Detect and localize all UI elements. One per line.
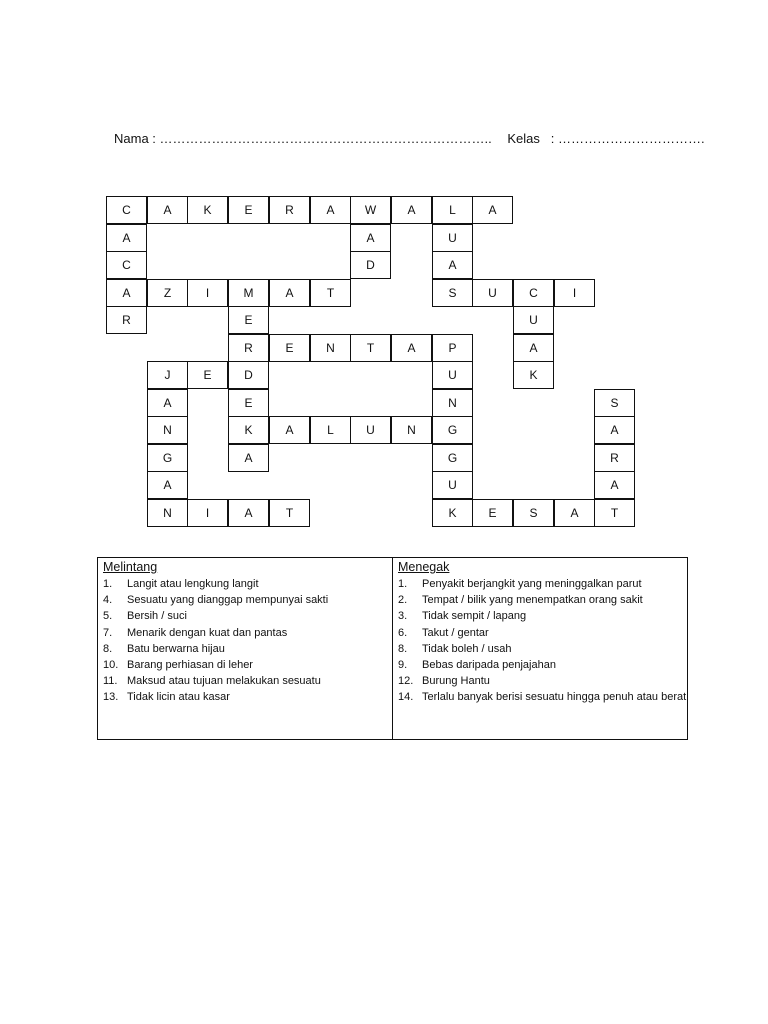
crossword-cell[interactable]: D: [350, 251, 391, 279]
clue-item: [398, 608, 687, 624]
crossword-cell[interactable]: K: [228, 416, 269, 444]
clue-text: Penyakit berjangkit yang meninggalkan parut: [422, 578, 642, 590]
clue-text: Tidak boleh / usah: [422, 642, 512, 655]
crossword-cell[interactable]: A: [391, 196, 432, 224]
crossword-cell[interactable]: E: [472, 499, 513, 527]
crossword-cell[interactable]: A: [310, 196, 351, 224]
crossword-cell[interactable]: A: [432, 251, 473, 279]
crossword-cell[interactable]: U: [513, 306, 554, 334]
kelas-separator: :: [550, 131, 555, 146]
crossword-cell[interactable]: A: [147, 471, 188, 499]
crossword-cell[interactable]: A: [106, 279, 147, 307]
clue-item: [103, 689, 392, 705]
down-title: Menegak: [398, 560, 450, 574]
across-list: [103, 576, 392, 706]
crossword-cell[interactable]: A: [147, 196, 188, 224]
clue-item: [398, 625, 687, 641]
crossword-cell[interactable]: T: [350, 334, 391, 362]
crossword-cell[interactable]: L: [432, 196, 473, 224]
crossword-cell[interactable]: M: [228, 279, 269, 307]
clue-number: 7.: [103, 626, 113, 639]
clue-text: Langit atau lengkung langit: [127, 578, 259, 590]
crossword-cell[interactable]: I: [187, 279, 228, 307]
crossword-cell[interactable]: A: [513, 334, 554, 362]
crossword-cell[interactable]: N: [310, 334, 351, 362]
clue-item: [103, 625, 392, 641]
crossword-cell[interactable]: A: [147, 389, 188, 417]
crossword-cell[interactable]: A: [391, 334, 432, 362]
clue-number: 6.: [398, 626, 408, 639]
clue-item: [398, 576, 687, 592]
crossword-cell[interactable]: D: [228, 361, 269, 389]
crossword-cell[interactable]: J: [147, 361, 188, 389]
clue-item: [398, 673, 687, 689]
crossword-cell[interactable]: A: [228, 444, 269, 472]
crossword-cell[interactable]: G: [147, 444, 188, 472]
crossword-cell[interactable]: W: [350, 196, 391, 224]
crossword-cell[interactable]: A: [350, 224, 391, 252]
crossword-cell[interactable]: A: [269, 416, 310, 444]
crossword-cell[interactable]: U: [432, 224, 473, 252]
clue-text: Batu berwarna hijau: [127, 642, 225, 655]
clue-number: 13.: [103, 691, 119, 704]
clue-item: [398, 641, 687, 657]
clue-number: 8.: [398, 642, 408, 655]
clue-number: 1.: [103, 578, 113, 590]
crossword-cell[interactable]: I: [187, 499, 228, 527]
clue-item: [398, 592, 687, 608]
clue-item: [103, 576, 392, 592]
kelas-blank[interactable]: …………………………….: [558, 131, 705, 146]
crossword-cell[interactable]: K: [513, 361, 554, 389]
crossword-cell[interactable]: N: [432, 389, 473, 417]
clue-text: Bersih / suci: [127, 610, 187, 623]
crossword-cell[interactable]: G: [432, 416, 473, 444]
clue-item: [398, 657, 687, 673]
clue-item: [103, 592, 392, 608]
crossword-cell[interactable]: U: [350, 416, 391, 444]
clue-number: 2.: [398, 594, 408, 607]
clues-table: [97, 557, 688, 740]
crossword-cell[interactable]: S: [432, 279, 473, 307]
crossword-cell[interactable]: K: [432, 499, 473, 527]
kelas-label: Kelas: [507, 131, 540, 146]
crossword-cell[interactable]: A: [106, 224, 147, 252]
clue-number: 1.: [398, 578, 408, 590]
clue-text: Maksud atau tujuan melakukan sesuatu: [127, 675, 321, 688]
clue-text: Sesuatu yang dianggap mempunyai sakti: [127, 594, 329, 607]
clue-number: 5.: [103, 610, 113, 623]
crossword-cell[interactable]: N: [147, 416, 188, 444]
crossword-cell[interactable]: S: [594, 389, 635, 417]
crossword-cell[interactable]: A: [554, 499, 595, 527]
crossword-cell[interactable]: S: [513, 499, 554, 527]
down-list: [398, 576, 687, 706]
clue-number: 14.: [398, 691, 414, 704]
clue-text: Terlalu banyak berisi sesuatu hingga penuh atau berat: [422, 691, 687, 704]
crossword-cell[interactable]: E: [187, 361, 228, 389]
clue-text: Tempat / bilik yang menempatkan orang sakit: [422, 594, 643, 607]
crossword-cell[interactable]: U: [432, 471, 473, 499]
clue-number: 11.: [103, 675, 118, 688]
crossword-cell[interactable]: U: [432, 361, 473, 389]
across-clues: [98, 558, 392, 739]
crossword-cell[interactable]: C: [106, 196, 147, 224]
crossword-cell[interactable]: N: [391, 416, 432, 444]
crossword-cell[interactable]: R: [269, 196, 310, 224]
crossword-cell[interactable]: E: [228, 196, 269, 224]
crossword-cell[interactable]: P: [432, 334, 473, 362]
crossword-cell[interactable]: T: [269, 499, 310, 527]
clue-item: [103, 608, 392, 624]
crossword-cell[interactable]: A: [594, 416, 635, 444]
clue-number: 8.: [103, 642, 113, 655]
across-title: Melintang: [103, 560, 158, 574]
clue-item: [103, 673, 392, 689]
clue-number: 4.: [103, 594, 113, 607]
crossword-cell[interactable]: L: [310, 416, 351, 444]
crossword-cell[interactable]: R: [228, 334, 269, 362]
clue-number: 10.: [103, 659, 119, 672]
clue-item: [103, 641, 392, 657]
crossword-cell[interactable]: A: [269, 279, 310, 307]
clue-item: [103, 657, 392, 673]
down-clues: [392, 558, 687, 739]
clue-number: 12.: [398, 675, 414, 688]
clue-text: Bebas daripada penjajahan: [422, 659, 556, 672]
crossword-cell[interactable]: E: [228, 306, 269, 334]
clue-number: 3.: [398, 610, 408, 623]
clue-text: Takut / gentar: [422, 626, 489, 639]
clue-text: Tidak sempit / lapang: [422, 610, 527, 623]
nama-label: Nama :: [114, 131, 156, 146]
clue-text: Tidak licin atau kasar: [127, 691, 230, 704]
clue-text: Barang perhiasan di leher: [127, 659, 253, 672]
clue-text: Burung Hantu: [422, 675, 490, 688]
crossword-cell[interactable]: R: [594, 444, 635, 472]
crossword-cell[interactable]: A: [594, 471, 635, 499]
crossword-cell[interactable]: N: [147, 499, 188, 527]
crossword-cell[interactable]: I: [554, 279, 595, 307]
crossword-cell[interactable]: K: [187, 196, 228, 224]
crossword-cell[interactable]: U: [472, 279, 513, 307]
crossword-cell[interactable]: A: [472, 196, 513, 224]
clue-text: Menarik dengan kuat dan pantas: [127, 626, 288, 639]
crossword-cell[interactable]: G: [432, 444, 473, 472]
crossword-cell[interactable]: E: [269, 334, 310, 362]
crossword-cell[interactable]: T: [594, 499, 635, 527]
crossword-cell[interactable]: Z: [147, 279, 188, 307]
clue-number: 9.: [398, 659, 408, 672]
crossword-cell[interactable]: R: [106, 306, 147, 334]
crossword-cell[interactable]: C: [513, 279, 554, 307]
crossword-cell[interactable]: T: [310, 279, 351, 307]
crossword-cell[interactable]: A: [228, 499, 269, 527]
crossword-cell[interactable]: E: [228, 389, 269, 417]
clue-item: [398, 689, 687, 705]
nama-blank[interactable]: …………………………………………………………………..: [159, 131, 492, 146]
crossword-cell[interactable]: C: [106, 251, 147, 279]
